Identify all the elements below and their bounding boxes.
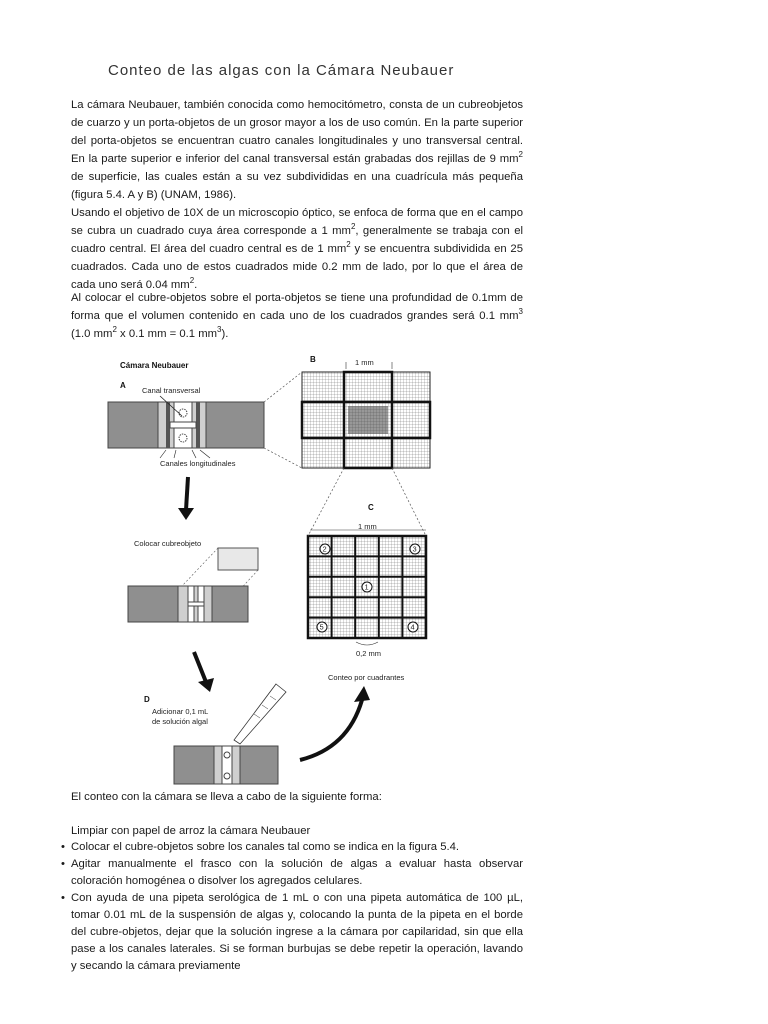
label-adicionar-2: de solución algal: [152, 717, 208, 726]
arrow-head-1: [178, 508, 194, 520]
slide-d: [174, 746, 278, 784]
slide-coverslip: [128, 548, 258, 622]
p2a: Usando el objetivo de 10X de un microscopio óptico, se enfoca de forma que en el campo se cubra un cuadrado cuya área corresponde a 1 mm: [71, 207, 523, 237]
label-b: B: [310, 355, 316, 364]
paragraph-intro: [71, 96, 523, 204]
paragraph-volume: [71, 289, 523, 343]
p1-text: La cámara Neubauer, también conocida como hemocitómetro, consta de un cubreobjetos de cuarzo y un porta-objetos de un grosor mayor a los de uso común. En la parte superior del porta-objetos se encuentran cuatro canales longitudinales y uno transversal central. En la parte superior e inferior del canal transversal están grabadas dos rejillas de 9 mm: [71, 99, 523, 165]
label-colocar-cubreobjeto: Colocar cubreobjeto: [134, 539, 202, 548]
p3-sup1: 3: [518, 307, 523, 317]
slide-a: [108, 396, 264, 458]
grid-b: [302, 362, 430, 468]
label-1mm-c: 1 mm: [358, 522, 377, 531]
neubauer-figure: [100, 352, 440, 792]
list-item: [61, 839, 523, 856]
p3-sup2: 2: [112, 325, 117, 335]
p1-sup: 2: [518, 150, 523, 160]
label-c: C: [368, 503, 374, 512]
pipette: [234, 684, 286, 744]
procedure-list: [61, 839, 523, 975]
p3d: ).: [221, 328, 229, 340]
p2-sup1: 2: [350, 222, 356, 232]
p1-end: de superficie, las cuales están a su vez subdivididas en una cuadrícula más pequeña (figura 5.4. A y B) (UNAM, 1986).: [71, 171, 523, 201]
bullet-2: •: [61, 858, 65, 870]
figure-heading: Cámara Neubauer: [120, 361, 189, 370]
zoom-line-bc2: [392, 468, 426, 536]
step-2-text: Agitar manualmente el frasco con la solución de algas a evaluar hasta observar coloración homogénea o disolver los agregados celulares.: [71, 858, 523, 887]
zoom-line-ab2: [264, 448, 302, 468]
quadrant-4: 4: [410, 622, 415, 632]
label-canal-transversal: Canal transversal: [142, 386, 201, 395]
label-0-2mm: 0,2 mm: [356, 649, 382, 658]
quadrant-3: 3: [412, 544, 417, 554]
procedure-step-0: Limpiar con papel de arroz la cámara Neubauer: [71, 825, 311, 837]
step-1-text: Colocar el cubre-objetos sobre los canales tal como se indica en la figura 5.4.: [71, 841, 460, 853]
arrow-head-2: [198, 678, 214, 692]
p2c: y se encuentra subdividida en 25 cuadrados. Cada uno de estos cuadrados mide 0.2 mm de lado, por lo que el área de cada uno será 0.04 mm: [71, 243, 523, 291]
arrow-curved: [300, 700, 362, 760]
label-1mm-b: 1 mm: [355, 358, 374, 367]
p2b: , generalmente se trabaja con el cuadro central. El área del cuadro central es de 1 mm: [71, 225, 523, 255]
label-adicionar-1: Adicionar 0,1 mL: [152, 707, 209, 716]
arrow-head-curved: [354, 686, 370, 702]
quadrant-2: 2: [322, 544, 327, 554]
list-item: [61, 890, 523, 975]
label-a: A: [120, 381, 126, 390]
p2d: .: [194, 279, 198, 291]
label-conteo-cuadrantes: Conteo por cuadrantes: [328, 673, 405, 682]
page-title: Conteo de las algas con la Cámara Neubauer: [108, 62, 455, 79]
quadrant-5: 5: [319, 622, 324, 632]
p2-sup3: 2: [189, 276, 195, 286]
p3c: x 0.1 mm = 0.1 mm: [116, 328, 218, 340]
quadrant-1: 1: [364, 582, 369, 592]
zoom-line-bc1: [308, 468, 344, 536]
p3a: Al colocar el cubre-objetos sobre el porta-objetos se tiene una profundidad de 0.1mm de forma que el volumen contenido en cada uno de los cuadrados grandes será 0.1 mm: [71, 292, 523, 322]
arrow-down-1: [186, 477, 188, 510]
bullet-3: •: [61, 892, 65, 904]
label-d: D: [144, 695, 150, 704]
p3-sup3: 3: [217, 325, 222, 335]
paragraph-objective: [71, 204, 523, 294]
arrow-down-2: [194, 652, 206, 682]
label-canales-longitudinales: Canales longitudinales: [160, 459, 236, 468]
bullet-1: •: [61, 841, 65, 853]
procedure-intro: El conteo con la cámara se lleva a cabo de la siguiente forma:: [71, 791, 382, 803]
p3b: (1.0 mm: [71, 328, 113, 340]
step-3-text: Con ayuda de una pipeta serológica de 1 mL o con una pipeta automática de 100 µL, tomar 0.01 mL de la suspensión de algas y, colocando la punta de la pipeta en el borde del cubre-objetos, dejar que la solución ingrese a la cámara por capilaridad, sin que ella pase a los canales laterales. Si se forman burbujas se debe repetir la operación, lavando y secando la cámara previamente: [71, 892, 523, 972]
zoom-line-ab1: [264, 372, 302, 402]
list-item: [61, 856, 523, 890]
c-bracket: [356, 642, 378, 645]
p2-sup2: 2: [346, 240, 351, 250]
